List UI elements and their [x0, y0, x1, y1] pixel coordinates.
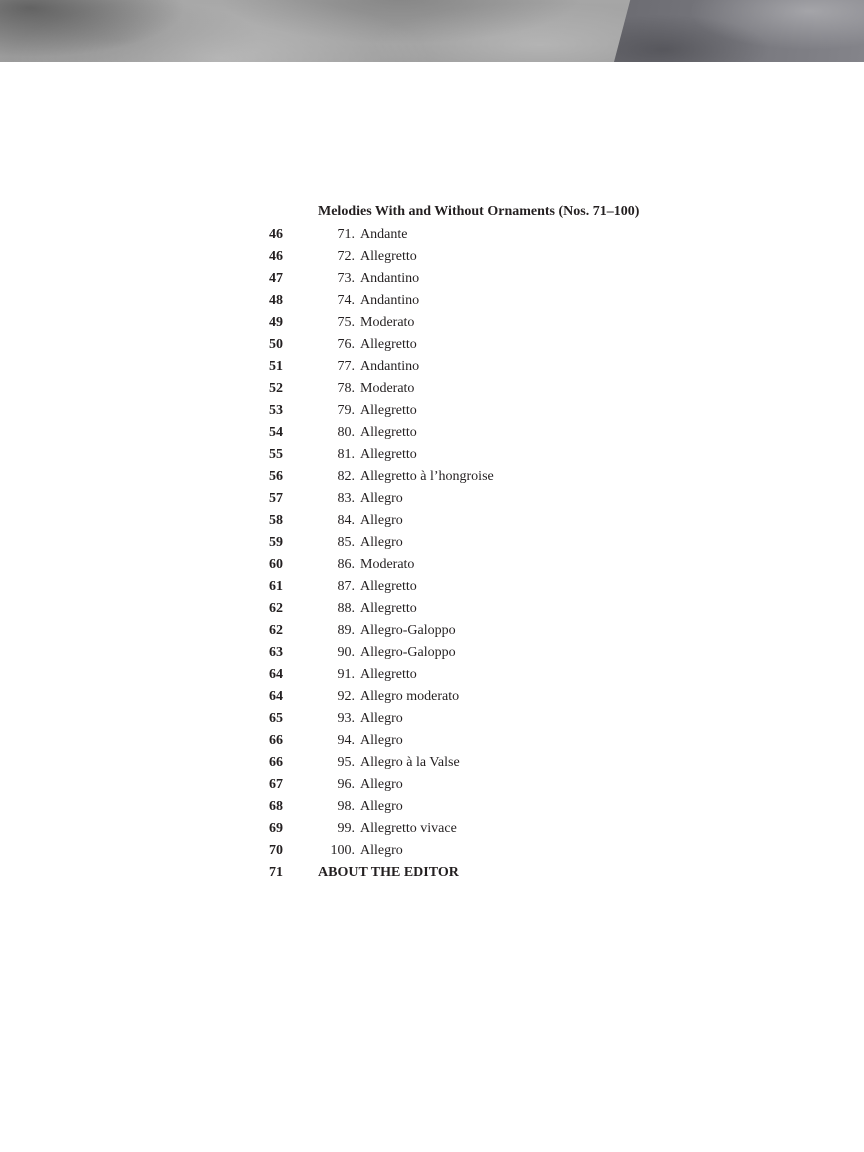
toc-item-title: Allegretto — [360, 447, 417, 462]
toc-item-number: 90. — [337, 645, 355, 660]
toc-entry-row — [265, 466, 725, 488]
toc-item-number: 84. — [337, 513, 355, 528]
toc-item-number: 74. — [337, 293, 355, 308]
toc-entry-row — [265, 840, 725, 862]
toc-item-title: Andantino — [360, 271, 420, 286]
toc-page-number: 48 — [269, 293, 283, 308]
toc-item-title: Allegro moderato — [360, 689, 460, 704]
toc-entry-row — [265, 796, 725, 818]
toc-entry-row — [265, 752, 725, 774]
toc-entry-row — [265, 290, 725, 312]
toc-page-number: 64 — [269, 689, 283, 704]
toc-entry-row — [265, 224, 725, 246]
toc-entry-row — [265, 664, 725, 686]
toc-page-number: 68 — [269, 799, 283, 814]
toc-item-title: Allegro — [360, 799, 403, 814]
section-heading: Melodies With and Without Ornaments (Nos. 71–100) — [318, 204, 640, 219]
toc-item-title: Allegro-Galoppo — [360, 645, 456, 660]
toc-item-number: 78. — [337, 381, 355, 396]
toc-page-number: 52 — [269, 381, 283, 396]
toc-item-number: 96. — [337, 777, 355, 792]
toc-item-title: Allegretto — [360, 425, 417, 440]
toc-item-number: 85. — [337, 535, 355, 550]
toc-item-number: 86. — [337, 557, 355, 572]
toc-entry-row — [265, 488, 725, 510]
toc-page-number: 63 — [269, 645, 283, 660]
toc-page-number: 62 — [269, 601, 283, 616]
toc-item-number: 73. — [337, 271, 355, 286]
toc-entry-row — [265, 818, 725, 840]
toc-item-title: Andantino — [360, 359, 420, 374]
toc-entry-row — [265, 378, 725, 400]
toc-entry-row — [265, 642, 725, 664]
toc-item-title: Allegretto vivace — [360, 821, 457, 836]
toc-item-title: Allegretto — [360, 667, 417, 682]
toc-item-number: 94. — [337, 733, 355, 748]
toc-entry-row — [265, 862, 725, 884]
toc-entry-row — [265, 444, 725, 466]
toc-entry-row — [265, 554, 725, 576]
toc-entry-row — [265, 686, 725, 708]
toc-item-title: Andante — [360, 227, 408, 242]
toc-item-title: Allegretto — [360, 249, 417, 264]
toc-page-number: 49 — [269, 315, 283, 330]
toc-item-number: 93. — [337, 711, 355, 726]
toc-page-number: 54 — [269, 425, 283, 440]
toc-page-number: 56 — [269, 469, 283, 484]
toc-page-number: 71 — [269, 865, 283, 880]
toc-item-title: Allegretto — [360, 337, 417, 352]
toc-page-number: 65 — [269, 711, 283, 726]
toc-item-title: Allegro — [360, 491, 403, 506]
toc-item-title: Allegretto — [360, 601, 417, 616]
toc-item-number: 80. — [337, 425, 355, 440]
toc-page-number: 61 — [269, 579, 283, 594]
toc-page-number: 59 — [269, 535, 283, 550]
toc-item-title: Allegro — [360, 733, 403, 748]
table-of-contents — [265, 201, 725, 884]
toc-entry-row — [265, 246, 725, 268]
toc-page-number: 66 — [269, 755, 283, 770]
toc-item-number: 76. — [337, 337, 355, 352]
toc-page-number: 62 — [269, 623, 283, 638]
toc-item-number: 95. — [337, 755, 355, 770]
toc-entry-row — [265, 774, 725, 796]
toc-item-title: ABOUT THE EDITOR — [318, 865, 459, 880]
toc-page-number: 57 — [269, 491, 283, 506]
toc-item-number: 91. — [337, 667, 355, 682]
toc-item-title: Allegro à la Valse — [360, 755, 460, 770]
toc-entry-row — [265, 268, 725, 290]
toc-item-number: 99. — [337, 821, 355, 836]
toc-entry-row — [265, 356, 725, 378]
toc-item-title: Allegro — [360, 777, 403, 792]
toc-item-number: 81. — [337, 447, 355, 462]
toc-page-number: 69 — [269, 821, 283, 836]
toc-item-title: Andantino — [360, 293, 420, 308]
toc-item-number: 77. — [337, 359, 355, 374]
toc-page-number: 58 — [269, 513, 283, 528]
toc-entry-row — [265, 532, 725, 554]
toc-item-number: 79. — [337, 403, 355, 418]
toc-page-number: 51 — [269, 359, 283, 374]
toc-item-title: Allegro-Galoppo — [360, 623, 456, 638]
toc-entry-row — [265, 708, 725, 730]
toc-page-number: 64 — [269, 667, 283, 682]
toc-page-number: 70 — [269, 843, 283, 858]
toc-item-number: 87. — [337, 579, 355, 594]
toc-entry-row — [265, 730, 725, 752]
toc-item-title: Allegretto — [360, 403, 417, 418]
toc-item-number: 75. — [337, 315, 355, 330]
toc-page-number: 46 — [269, 227, 283, 242]
toc-page-number: 66 — [269, 733, 283, 748]
toc-item-title: Allegro — [360, 843, 403, 858]
toc-entry-row — [265, 422, 725, 444]
header-banner — [0, 0, 864, 62]
toc-page-number: 55 — [269, 447, 283, 462]
toc-page-number: 53 — [269, 403, 283, 418]
header-banner-dark-section — [614, 0, 864, 62]
toc-item-title: Allegretto — [360, 579, 417, 594]
toc-item-title: Allegro — [360, 513, 403, 528]
toc-page-number: 50 — [269, 337, 283, 352]
toc-entry-row — [265, 510, 725, 532]
toc-page-number: 60 — [269, 557, 283, 572]
toc-list — [265, 224, 725, 884]
toc-entry-row — [265, 576, 725, 598]
toc-item-title: Allegretto à l’hongroise — [360, 469, 494, 484]
toc-item-number: 100. — [330, 843, 355, 858]
toc-item-title: Allegro — [360, 535, 403, 550]
toc-item-number: 92. — [337, 689, 355, 704]
toc-page-number: 67 — [269, 777, 283, 792]
toc-item-number: 89. — [337, 623, 355, 638]
toc-item-number: 82. — [337, 469, 355, 484]
toc-item-number: 88. — [337, 601, 355, 616]
toc-item-title: Moderato — [360, 557, 415, 572]
toc-item-number: 71. — [337, 227, 355, 242]
toc-page-number: 46 — [269, 249, 283, 264]
toc-item-number: 98. — [337, 799, 355, 814]
toc-item-title: Moderato — [360, 315, 415, 330]
toc-entry-row — [265, 620, 725, 642]
toc-item-title: Moderato — [360, 381, 415, 396]
toc-entry-row — [265, 598, 725, 620]
toc-item-number: 83. — [337, 491, 355, 506]
toc-item-title: Allegro — [360, 711, 403, 726]
toc-page-number: 47 — [269, 271, 283, 286]
toc-entry-row — [265, 334, 725, 356]
toc-entry-row — [265, 312, 725, 334]
toc-item-number: 72. — [337, 249, 355, 264]
toc-entry-row — [265, 400, 725, 422]
